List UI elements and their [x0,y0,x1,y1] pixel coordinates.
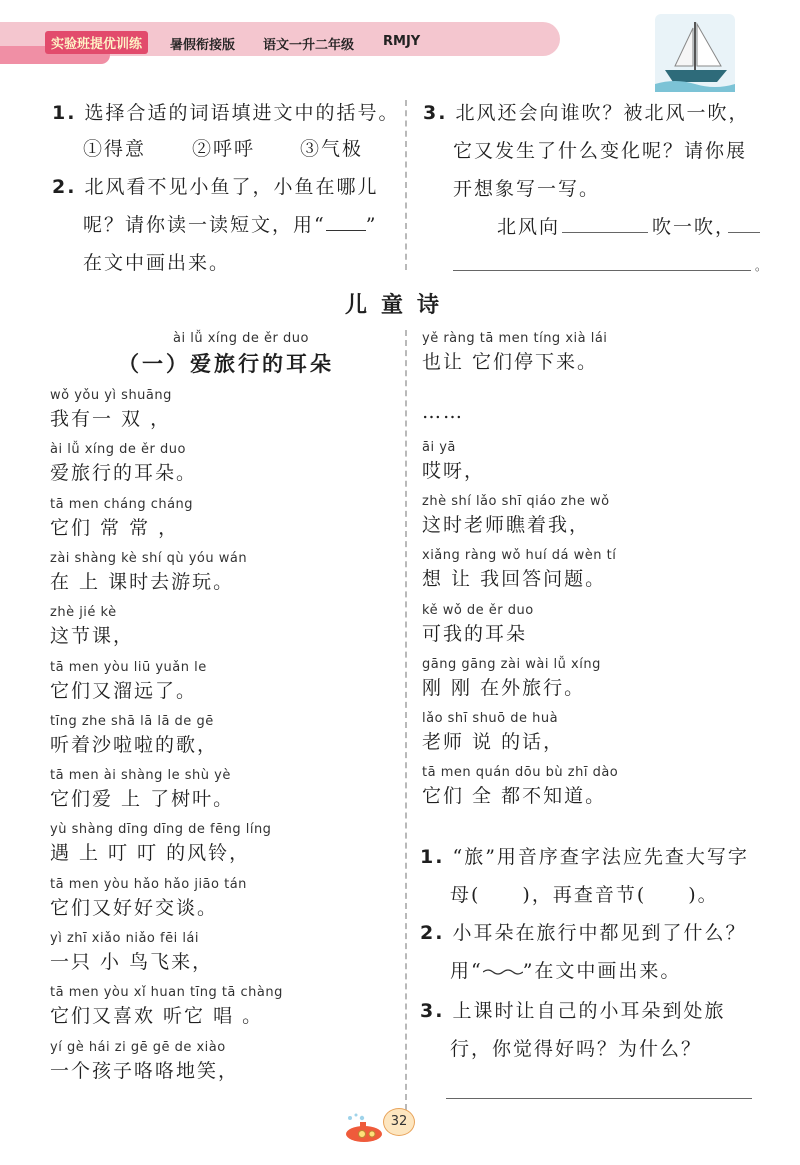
poem-left-pinyin: ài lǚ xíng de ěr duo [50,442,186,458]
poem-right-line: 刚 刚 在外旅行。 [422,676,586,699]
column-divider-top [405,100,407,270]
page-number: 32 [383,1108,415,1136]
top-q1-option-2: ②呼呼 [192,138,256,160]
poem-right-line: 它们 全 都不知道。 [422,785,607,808]
poem-left-line: 这节课， [50,625,135,648]
poem-left-line: 听着沙啦啦的歌， [50,733,219,756]
poem-left-line: 它们又喜欢 听它 唱 。 [50,1005,264,1028]
poem-right-pinyin: tā men quán dōu bù zhī dào [422,765,619,781]
poem-right-pinyin: xiǎng ràng wǒ huí dá wèn tí [422,548,617,564]
poem-right-pinyin: lǎo shī shuō de huà [422,711,559,727]
series-label: 实验班提优训练 [45,31,148,54]
poem-left-pinyin: yí gè hái zi gē gē de xiào [50,1039,226,1055]
poem-left-line: 它们爱 上 了树叶。 [50,788,235,811]
poem-left-pinyin: tā men ài shàng le shù yè [50,768,231,784]
bottom-q3-line2: 行，你觉得好吗？为什么？ [450,1038,703,1060]
poem-right-pinyin: yě ràng tā men tíng xià lái [422,331,608,346]
bottom-q3-line1: 3. 上课时让自己的小耳朵到处旅 [420,1000,726,1022]
top-q1-option-3: ③气极 [300,138,364,160]
poem-left-pinyin: tā men yòu liū yuǎn le [50,659,207,675]
poem-left-line: 我有一 双 ， [50,408,172,430]
poem-left-line: 爱旅行的耳朵。 [50,462,198,485]
top-q2-line1: 2. 北风看不见小鱼了，小鱼在哪儿 [52,176,379,198]
top-q3-line3: 开想象写一写。 [453,178,601,200]
poem-left-pinyin: tīng zhe shā lā lā de gē [50,713,214,729]
poem-right-line: 可我的耳朵 [422,622,528,645]
wavy-underline-icon [483,968,523,976]
subject-label: 语文一升二年级 [263,38,355,53]
poem-left-line: 在 上 课时去游玩。 [50,570,235,593]
poem-left-line: 遇 上 叮 叮 的风铃， [50,842,251,865]
top-q2-line2: 呢？请你读一读短文，用“ ” [83,214,378,236]
poem-right-line: 这时老师瞧着我， [422,513,591,536]
poem-left-pinyin: tā men cháng cháng [50,496,194,512]
poem-right-pinyin: gāng gāng zài wài lǚ xíng [422,656,601,672]
poem-left-line: 一个孩子咯咯地笑， [50,1059,240,1082]
end-mark: 。 [755,259,768,273]
bottom-q1-line2: 母( )，再查音节( )。 [450,884,719,906]
top-q3-line1: 3. 北风还会向谁吹？被北风一吹， [423,102,750,124]
answer-line[interactable] [446,1098,752,1099]
top-q1: 1. 选择合适的词语填进文中的括号。 [52,102,400,124]
poem-right-line: 想 让 我回答问题。 [422,568,607,591]
poem-left-line: 它们 常 常 ， [50,516,180,539]
poem-title: （一）爱旅行的耳朵 [118,351,334,376]
poem-left-pinyin: tā men yòu hǎo hǎo jiāo tán [50,876,247,892]
poem-right-pinyin: āi yā [422,439,456,455]
top-q1-option-1: ①得意 [83,138,147,160]
bottom-q2-line1: 2. 小耳朵在旅行中都见到了什么？ [420,922,747,944]
poem-right-pinyin: zhè shí lǎo shī qiáo zhe wǒ [422,493,610,509]
publisher-label: RMJY [383,34,421,49]
poem-left-pinyin: yù shàng dīng dīng de fēng líng [50,822,272,838]
poem-left-line: 它们又好好交谈。 [50,896,219,919]
bottom-q2-line2: 用“ ”在文中画出来。 [450,960,682,982]
top-q2-line3: 在文中画出来。 [83,252,231,274]
poem-right-line: …… [422,401,464,424]
section-title: 儿童诗 [345,293,454,318]
answer-blank[interactable] [728,232,760,233]
poem-left-pinyin: yì zhī xiǎo niǎo fēi lái [50,931,200,946]
poem-left-pinyin: tā men yòu xǐ huan tīng tā chàng [50,985,283,1001]
poem-left-line: 它们又溜远了。 [50,679,198,702]
poem-left-pinyin: zhè jié kè [50,605,117,621]
answer-blank[interactable] [562,232,648,233]
top-q3-fill-a: 北风向 [497,216,561,238]
answer-line[interactable] [453,270,751,271]
poem-left-pinyin: wǒ yǒu yì shuāng [50,388,172,403]
top-q3-line2: 它又发生了什么变化呢？请你展 [453,140,748,162]
poem-right-line: 哎呀， [422,459,486,482]
poem-left-pinyin: zài shàng kè shí qù yóu wán [50,550,248,566]
poem-right-pinyin: kě wǒ de ěr duo [422,602,534,618]
poem-right-line: 老师 说 的话， [422,731,565,754]
sailboat-icon [655,14,735,92]
poem-left-line: 一只 小 鸟飞来， [50,951,214,973]
bottom-q1-line1: 1. “旅”用音序查字法应先查大写字 [420,846,749,868]
poem-title-pinyin: ài lǚ xíng de ěr duo [173,331,309,346]
top-q3-fill-b: 吹一吹， [652,216,737,238]
poem-right-line: 也让 它们停下来。 [422,351,599,373]
column-divider-poem [405,330,407,1110]
edition-label: 暑假衔接版 [170,38,236,53]
